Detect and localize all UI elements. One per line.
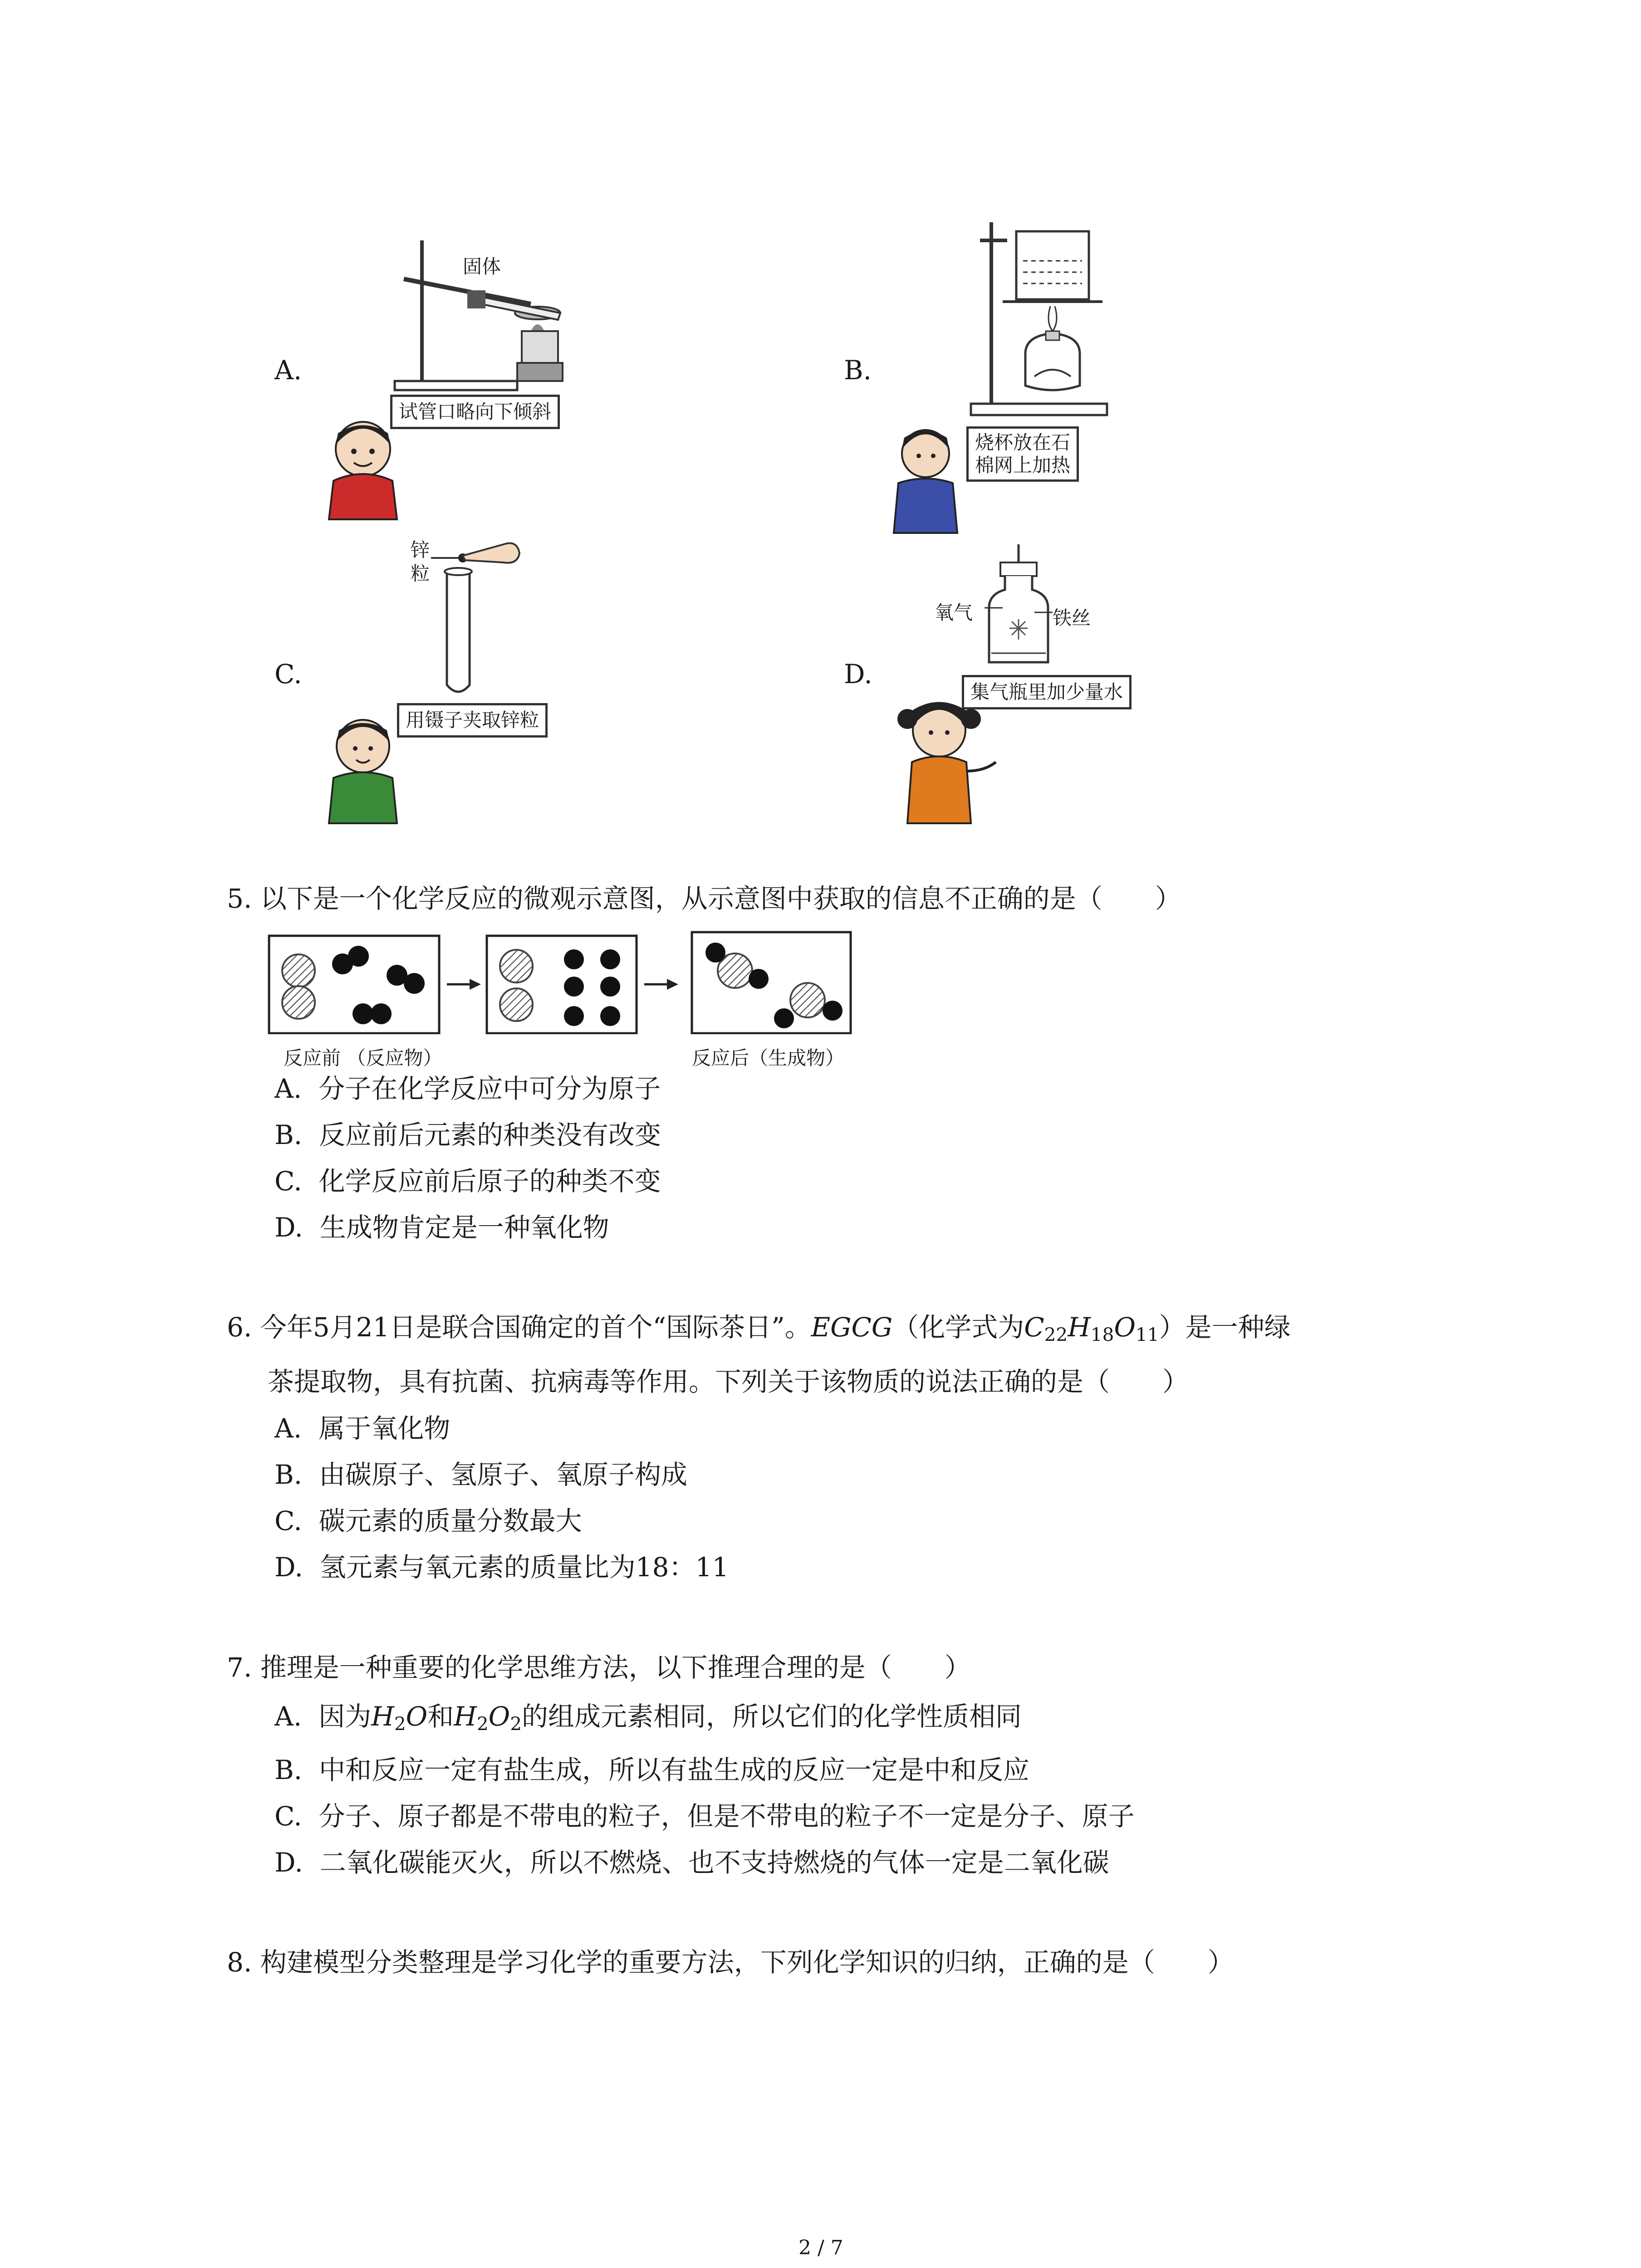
option-text: 氢元素与氧元素的质量比为18：11	[319, 1552, 729, 1583]
option-text: 分子在化学反应中可分为原子	[318, 1073, 661, 1104]
question-number: 6.	[227, 1312, 252, 1343]
option-a	[274, 1072, 661, 1105]
label-zinc-1: 锌	[411, 539, 430, 561]
question-number: 8.	[227, 1947, 252, 1978]
option-letter: D.	[274, 1847, 303, 1878]
option-c	[274, 1505, 582, 1537]
option-letter: B.	[274, 1459, 303, 1490]
student-boy-red-icon	[324, 413, 402, 522]
reaction-micro-diagram	[268, 930, 867, 1034]
option-letter: A.	[274, 1413, 302, 1444]
callout-b-line1: 烧杯放在石	[975, 431, 1071, 454]
option-letter: B.	[844, 355, 872, 386]
option-letter: B.	[274, 1755, 303, 1785]
gas-collecting-bottle-icon	[985, 544, 1053, 671]
question-stem	[227, 1946, 1234, 1979]
question-number: 5.	[227, 883, 252, 914]
option-text: 因为	[318, 1701, 372, 1732]
callout-b	[966, 426, 1079, 482]
question-stem-line1	[227, 1311, 1291, 1351]
option-c	[274, 1165, 661, 1198]
callout-d: 集气瓶里加少量水	[962, 675, 1132, 709]
formula-sub: 22	[1044, 1324, 1068, 1346]
label-after-reaction: 反应后（生成物）	[692, 1047, 845, 1069]
test-tube-tweezers-icon	[431, 531, 522, 703]
option-d	[274, 1211, 609, 1244]
formula-o: O	[1114, 1312, 1136, 1343]
option-letter: A.	[274, 355, 302, 386]
option-text: 碳元素的质量分数最大	[318, 1505, 582, 1536]
option-b	[274, 1119, 661, 1151]
option-text: 化学反应前后原子的种类不变	[318, 1166, 661, 1197]
page-number: 2 / 7	[798, 2236, 843, 2259]
option-letter: D.	[274, 1552, 303, 1583]
option-text: 中和反应一定有盐生成，所以有盐生成的反应一定是中和反应	[318, 1755, 1029, 1785]
formula-h: H	[1068, 1312, 1091, 1343]
option-text: 和	[427, 1701, 454, 1732]
option-text: 二氧化碳能灭火，所以不燃烧、也不支持燃烧的气体一定是二氧化碳	[319, 1847, 1109, 1878]
formula-sub: 18	[1090, 1324, 1114, 1346]
label-solid: 固体	[463, 255, 501, 278]
formula-c: C	[1024, 1312, 1044, 1343]
option-text: 的组成元素相同，所以它们的化学性质相同	[522, 1701, 1022, 1732]
student-boy-blue-icon	[892, 422, 960, 535]
option-letter: D.	[274, 1212, 303, 1243]
label-iron-wire: 铁丝	[1053, 607, 1091, 629]
beaker-heating-apparatus	[966, 213, 1116, 422]
callout-b-line2: 棉网上加热	[975, 454, 1071, 476]
student-boy-green-icon	[324, 712, 402, 826]
callout-c: 用镊子夹取锌粒	[397, 703, 548, 738]
formula-sub: 2	[510, 1713, 522, 1735]
stem-text: 今年5月21日是联合国确定的首个“国际茶日”。	[260, 1312, 811, 1343]
question-number: 7.	[227, 1652, 252, 1683]
option-text: 反应前后元素的种类没有改变	[318, 1119, 661, 1150]
formula-o: O	[488, 1701, 510, 1732]
option-a	[274, 1412, 450, 1445]
question-text: 推理是一种重要的化学思维方法，以下推理合理的是（ ）	[260, 1652, 971, 1683]
option-a	[274, 1700, 1022, 1740]
option-text: 由碳原子、氢原子、氧原子构成	[318, 1459, 687, 1490]
callout-a: 试管口略向下倾斜	[390, 395, 560, 429]
option-letter: A.	[274, 1073, 302, 1104]
option-c	[274, 1800, 1135, 1833]
question-text: 以下是一个化学反应的微观示意图，从示意图中获取的信息不正确的是（ ）	[260, 883, 1181, 914]
question-stem	[227, 882, 1181, 915]
formula-o: O	[406, 1701, 428, 1732]
label-oxygen: 氧气	[935, 601, 973, 624]
option-letter: A.	[274, 1701, 302, 1732]
label-before-reaction: 反应前 （反应物）	[284, 1047, 442, 1069]
formula-sub: 2	[394, 1713, 406, 1735]
option-text: 属于氧化物	[318, 1413, 451, 1444]
option-letter: C.	[274, 659, 302, 689]
option-b	[274, 1754, 1029, 1786]
formula-h: H	[371, 1701, 394, 1732]
option-letter: C.	[274, 1505, 302, 1536]
question-stem	[227, 1651, 971, 1684]
option-b	[274, 1458, 687, 1491]
option-d	[274, 1846, 1109, 1879]
formula-sub: 2	[476, 1713, 489, 1735]
label-zinc-2: 粒	[411, 562, 430, 585]
question-text: 构建模型分类整理是学习化学的重要方法，下列化学知识的归纳，正确的是（ ）	[260, 1947, 1234, 1978]
student-girl-icon	[894, 694, 998, 826]
formula-h: H	[454, 1701, 477, 1732]
test-tube-heating-apparatus	[381, 227, 635, 399]
option-letter: D.	[844, 659, 872, 689]
question-stem-line2: 茶提取物，具有抗菌、抗病毒等作用。下列关于该物质的说法正确的是（ ）	[268, 1366, 1189, 1397]
option-text: 生成物肯定是一种氧化物	[319, 1212, 609, 1243]
option-letter: B.	[274, 1119, 303, 1150]
stem-text: （化学式为	[892, 1312, 1024, 1343]
option-d	[274, 1551, 729, 1584]
option-letter: C.	[274, 1166, 302, 1197]
option-letter: C.	[274, 1801, 302, 1832]
formula-sub: 11	[1136, 1324, 1159, 1346]
option-text: 分子、原子都是不带电的粒子，但是不带电的粒子不一定是分子、原子	[318, 1801, 1135, 1832]
egcg-abbr: EGCG	[811, 1312, 893, 1343]
stem-text: ）是一种绿	[1159, 1312, 1291, 1343]
